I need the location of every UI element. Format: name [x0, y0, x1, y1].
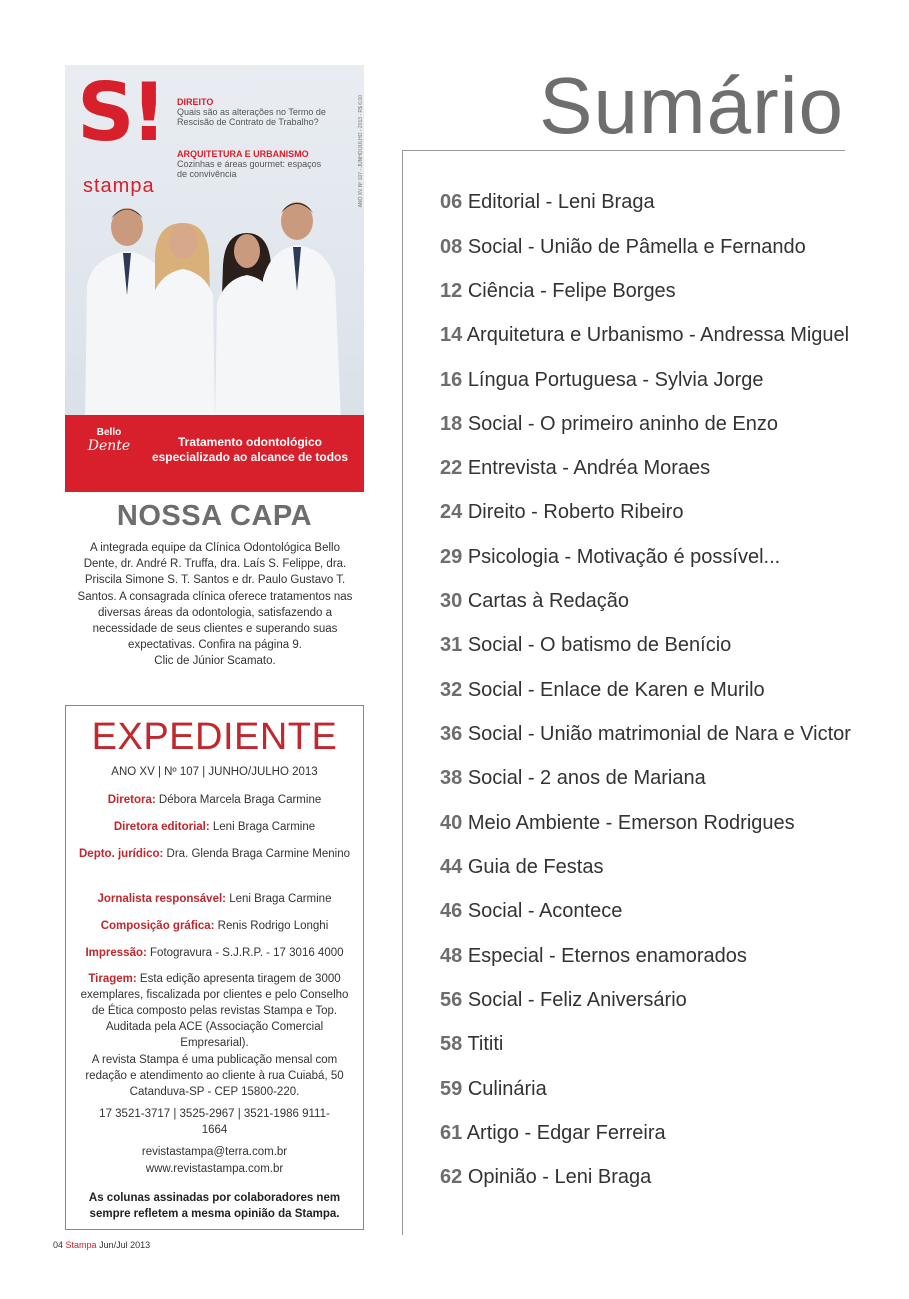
- toc-page: 61: [440, 1122, 463, 1144]
- cover-headline-1: [177, 97, 327, 127]
- cover-spine-text: ANO XV Nº 107 - JUNHO/JULHO - 2013 - R$ 6,00: [358, 95, 364, 208]
- toc-title: Culinária: [467, 1078, 547, 1100]
- toc-title: Social - Enlace de Karen e Murilo: [467, 679, 765, 701]
- toc-title: Social - União matrimonial de Nara e Victor: [467, 723, 851, 745]
- expediente-value: Débora Marcela Braga Carmine: [155, 794, 322, 806]
- toc-page: 58: [440, 1033, 463, 1055]
- expediente-line: [74, 792, 355, 808]
- expediente-title: EXPEDIENTE: [91, 716, 338, 758]
- toc-page: 56: [440, 989, 463, 1011]
- toc-page: 30: [440, 590, 463, 612]
- toc-item[interactable]: [440, 678, 765, 702]
- bello-dente-logo-line1: Bello: [96, 427, 122, 438]
- expediente-value: Dra. Glenda Braga Carmine Menino: [163, 848, 350, 860]
- nossa-capa-body: A integrada equipe da Clínica Odontológica Bello Dente, dr. André R. Truffa, dra. Laís S. Felippe, dra. Priscila Simone S. T. Santos e dr. Paulo Gustavo T. Santos. A consagrada clínica oferece tratamentos nas diversas áreas da odontologia, satisfazendo a necessidade de seus clientes e superando suas expectativas. Confira na página 9.: [77, 542, 353, 652]
- folio-date: Jun/Jul 2013: [99, 1240, 151, 1250]
- cover-image: [65, 65, 364, 492]
- expediente-label: Composição gráfica:: [100, 920, 215, 932]
- toc-title: Opinião - Leni Braga: [467, 1166, 652, 1188]
- toc-item[interactable]: [440, 1121, 666, 1145]
- expediente-label: Depto. jurídico:: [79, 848, 164, 860]
- toc-item[interactable]: [440, 766, 706, 790]
- toc-title: Arquitetura e Urbanismo - Andressa Miguel: [466, 324, 850, 346]
- toc-page: 24: [440, 501, 463, 523]
- toc-page: 31: [440, 634, 463, 656]
- toc-item[interactable]: [440, 1165, 651, 1189]
- expediente-value: Renis Rodrigo Longhi: [214, 920, 329, 932]
- toc-title: Social - O primeiro aninho de Enzo: [467, 413, 778, 435]
- expediente-line: [74, 945, 355, 961]
- sumario-divider-horizontal: [402, 150, 845, 151]
- toc-item[interactable]: [440, 589, 629, 613]
- toc-title: Tititi: [467, 1033, 504, 1055]
- toc-item[interactable]: [440, 811, 795, 835]
- folio-brand: Stampa: [65, 1240, 97, 1250]
- expediente-label: Diretora editorial:: [113, 821, 210, 833]
- expediente-disclaimer: As colunas assinadas por colaboradores nem sempre refletem a mesma opinião da Stampa.: [88, 1192, 341, 1220]
- expediente-line: [74, 819, 355, 835]
- nossa-capa-title: NOSSA CAPA: [116, 500, 313, 532]
- folio-page-number: 04: [53, 1240, 64, 1250]
- toc-item[interactable]: [440, 545, 780, 569]
- bello-dente-logo-line2: Dente: [87, 438, 131, 454]
- toc-title: Editorial - Leni Braga: [467, 191, 655, 213]
- toc-item[interactable]: [440, 988, 687, 1012]
- expediente-line: [74, 846, 355, 862]
- expediente-value: Esta edição apresenta tiragem de 3000 exemplares, fiscalizada por clientes e pelo Conselho de Ética composto pelas revistas Stampa e Top. Auditada pela ACE (Associação Comercial Empresarial).: [80, 973, 349, 1049]
- toc-title: Especial - Eternos enamorados: [467, 945, 747, 967]
- expediente-value: Leni Braga Carmine: [209, 821, 316, 833]
- toc-page: 12: [440, 280, 463, 302]
- toc-title: Guia de Festas: [467, 856, 604, 878]
- toc-page: 48: [440, 945, 463, 967]
- cover-logo-mark: S!: [77, 66, 164, 159]
- toc-page: 18: [440, 413, 463, 435]
- toc-item[interactable]: [440, 456, 710, 480]
- expediente-line: [74, 891, 355, 907]
- toc-item[interactable]: [440, 855, 603, 879]
- toc-page: 14: [440, 324, 463, 346]
- toc-item[interactable]: [440, 235, 806, 259]
- toc-item[interactable]: [440, 323, 849, 347]
- toc-item[interactable]: [440, 899, 622, 923]
- expediente-label: Tiragem:: [88, 973, 137, 985]
- cover-headline-1-text: Quais são as alterações no Termo de Rescisão de Contrato de Trabalho?: [177, 107, 326, 127]
- toc-title: Social - Feliz Aniversário: [467, 989, 687, 1011]
- toc-title: Psicologia - Motivação é possível...: [467, 546, 781, 568]
- expediente-label: Diretora:: [107, 794, 156, 806]
- toc-page: 08: [440, 236, 463, 258]
- toc-item[interactable]: [440, 368, 764, 392]
- toc-title: Língua Portuguesa - Sylvia Jorge: [467, 369, 764, 391]
- toc-page: 62: [440, 1166, 463, 1188]
- sumario-title: Sumário: [539, 61, 844, 150]
- toc-title: Social - O batismo de Benício: [467, 634, 732, 656]
- expediente-value: Fotogravura - S.J.R.P. - 17 3016 4000: [146, 947, 344, 959]
- toc-item[interactable]: [440, 722, 851, 746]
- toc-page: 29: [440, 546, 463, 568]
- expediente-value: Leni Braga Carmine: [226, 893, 332, 905]
- cover-headline-1-category: DIREITO: [177, 97, 214, 107]
- toc-title: Social - Acontece: [467, 900, 623, 922]
- expediente-label: Impressão:: [85, 947, 147, 959]
- expediente-line: [74, 971, 355, 1051]
- toc-title: Social - 2 anos de Mariana: [467, 767, 706, 789]
- toc-item[interactable]: [440, 1077, 547, 1101]
- toc-page: 46: [440, 900, 463, 922]
- expediente-contact-website: www.revistastampa.com.br: [145, 1163, 284, 1175]
- toc-item[interactable]: [440, 190, 655, 214]
- toc-item[interactable]: [440, 944, 747, 968]
- toc-title: Direito - Roberto Ribeiro: [467, 501, 684, 523]
- bello-dente-logo: [85, 427, 133, 473]
- toc-item[interactable]: [440, 279, 676, 303]
- person-figure: [261, 202, 341, 420]
- cover-headline-2-text: Cozinhas e áreas gourmet: espaços de convivência: [177, 159, 322, 179]
- toc-title: Entrevista - Andréa Moraes: [467, 457, 711, 479]
- expediente-contact-address: A revista Stampa é uma publicação mensal com redação e atendimento ao cliente à rua Cuiabá, 50 Catanduva-SP - CEP 15800-220.: [85, 1054, 344, 1098]
- expediente-label: Jornalista responsável:: [97, 893, 226, 905]
- expediente-issue: ANO XV | Nº 107 | JUNHO/JULHO 2013: [111, 766, 318, 778]
- toc-page: 44: [440, 856, 463, 878]
- cover-headline-2-category: ARQUITETURA E URBANISMO: [177, 149, 309, 159]
- cover-headline-2: [177, 149, 327, 179]
- sumario-divider-vertical: [402, 150, 403, 1235]
- expediente-contact-phones: 17 3521-3717 | 3525-2967 | 3521-1986 9111-1664: [99, 1108, 330, 1136]
- toc-page: 22: [440, 457, 463, 479]
- toc-page: 59: [440, 1078, 463, 1100]
- toc-page: 36: [440, 723, 463, 745]
- toc-title: Social - União de Pâmella e Fernando: [467, 236, 806, 258]
- toc-title: Ciência - Felipe Borges: [467, 280, 676, 302]
- expediente-contact-email: revistastampa@terra.com.br: [141, 1146, 288, 1158]
- toc-page: 06: [440, 191, 463, 213]
- nossa-capa-text: [72, 540, 358, 670]
- expediente-line: [74, 918, 355, 934]
- toc-page: 38: [440, 767, 463, 789]
- nossa-capa-credit: Clic de Júnior Scamato.: [154, 655, 276, 668]
- toc-item[interactable]: [440, 633, 731, 657]
- toc-page: 16: [440, 369, 463, 391]
- toc-item[interactable]: [440, 500, 683, 524]
- toc-title: Artigo - Edgar Ferreira: [466, 1122, 666, 1144]
- cover-logo-word: stampa: [83, 175, 155, 197]
- toc-item[interactable]: [440, 412, 778, 436]
- cover-banner-tagline: Tratamento odontológico especializado ao alcance de todos: [151, 435, 349, 464]
- page-folio: [53, 1240, 150, 1250]
- toc-page: 40: [440, 812, 463, 834]
- toc-page: 32: [440, 679, 463, 701]
- person-figure: [150, 223, 215, 420]
- cover-photo-dentists: [65, 195, 364, 420]
- toc-item[interactable]: [440, 1032, 503, 1056]
- cover-banner: [65, 415, 364, 492]
- expediente-box: [65, 705, 364, 1230]
- toc-title: Meio Ambiente - Emerson Rodrigues: [467, 812, 795, 834]
- toc-title: Cartas à Redação: [467, 590, 630, 612]
